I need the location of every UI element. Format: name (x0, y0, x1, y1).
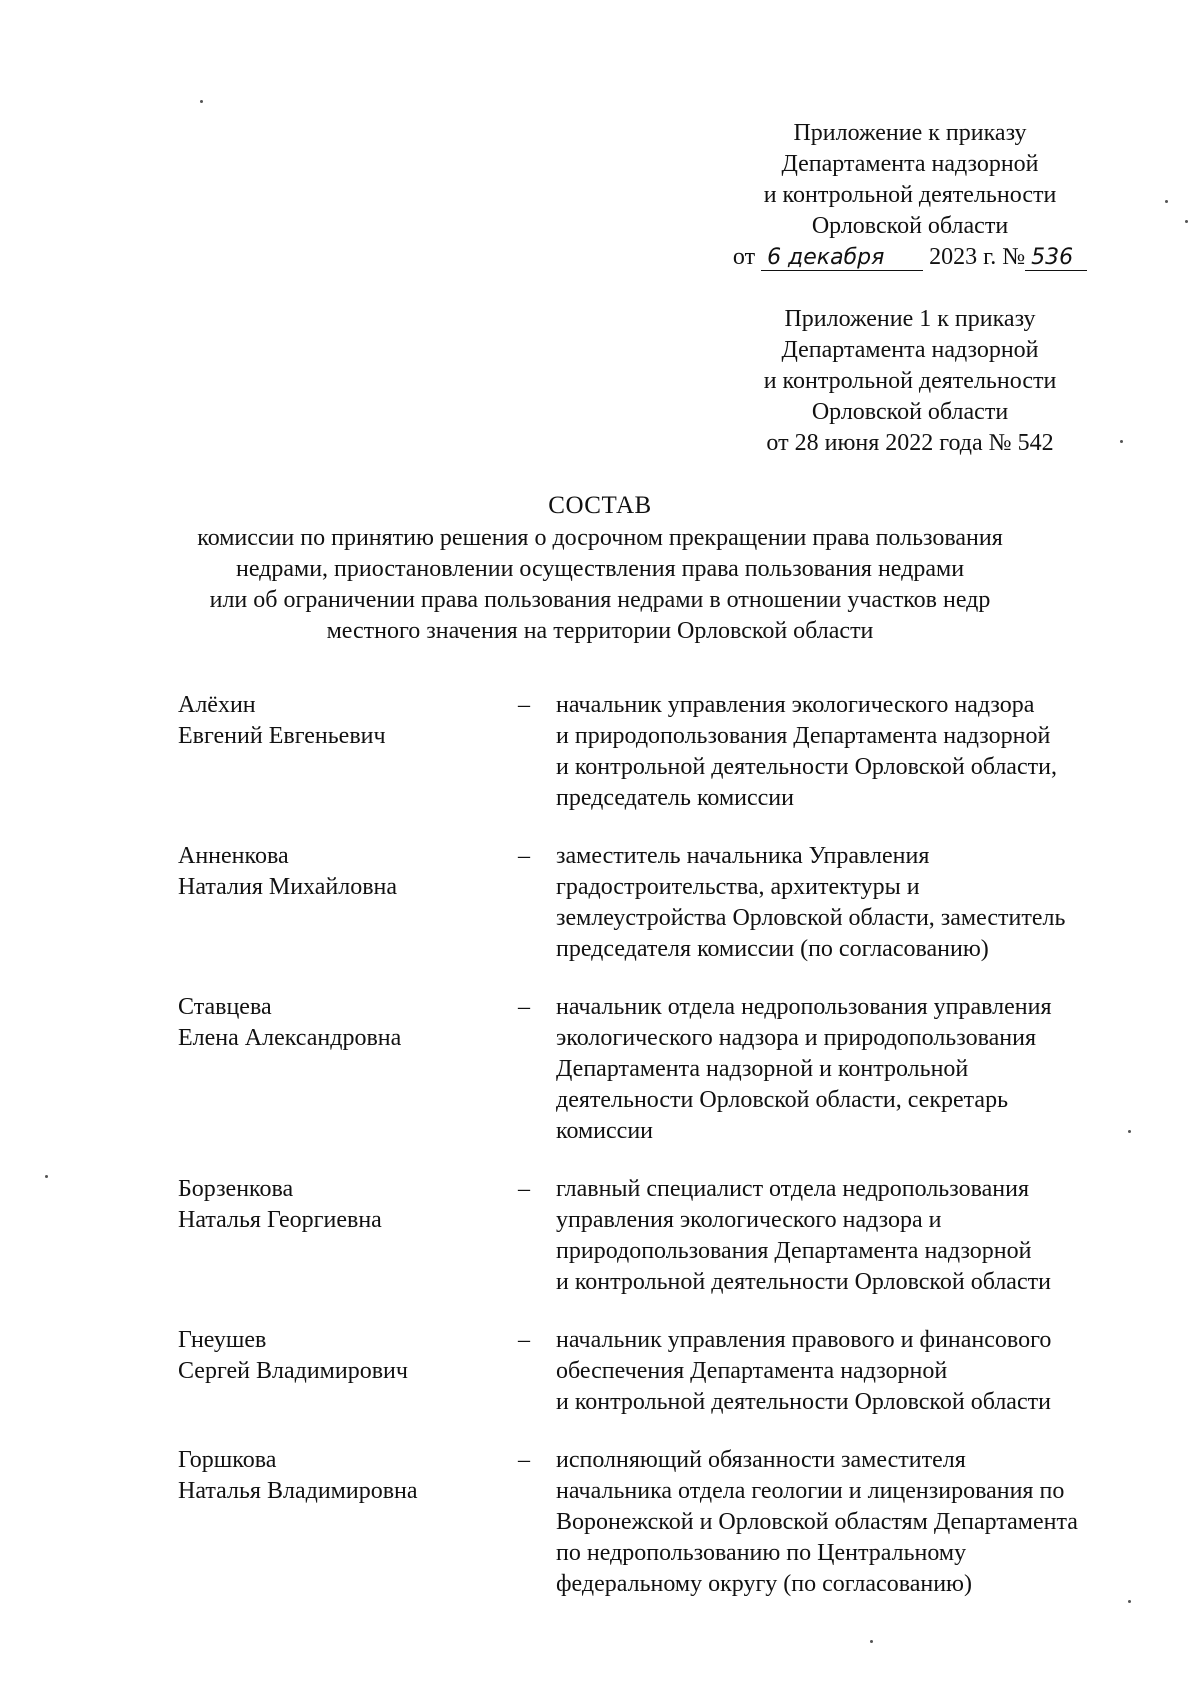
member-role: начальник управления экологического надзора и природопользования Департамента надзорной и контрольной деятельности Орловской области, председатель комиссии (556, 692, 1057, 811)
annex-date-line (700, 242, 1120, 273)
member-role: главный специалист отдела недропользования управления экологического надзора и природопользования Департамента надзорной и контрольной деятельности Орловской области (556, 1176, 1051, 1295)
member-name (178, 841, 518, 965)
annex-line: Департамента надзорной (781, 151, 1039, 177)
dash-separator: – (518, 994, 530, 1020)
member-surname: Ставцева (178, 994, 272, 1020)
scan-speck (200, 100, 203, 103)
document-subtitle-line: местного значения на территории Орловской области (326, 618, 874, 644)
member-surname: Борзенкова (178, 1176, 294, 1202)
member-given-names: Евгений Евгеньевич (178, 723, 386, 749)
annex-line: Департамента надзорной (781, 337, 1039, 363)
dash-separator: – (518, 1176, 530, 1202)
member-role: начальник отдела недропользования управления экологического надзора и природопользования Департамента надзорной и контрольной деятельности Орловской области, секретарь комиссии (556, 994, 1052, 1144)
annex-line: Орловской области (811, 399, 1009, 425)
year-suffix: 2023 г. № (929, 244, 1026, 270)
member-surname: Горшкова (178, 1447, 277, 1473)
document-heading (150, 490, 1050, 647)
member-given-names: Елена Александровна (178, 1025, 402, 1051)
annex-current (700, 118, 1120, 273)
document-subtitle-line: недрами, приостановлении осуществления права пользования недрами (235, 556, 965, 582)
scan-speck (1128, 1130, 1131, 1133)
member-role: исполняющий обязанности заместителя начальника отдела геологии и лицензирования по Воронежской и Орловской областям Департамента по недропользованию по Центральному федеральному округу (по согласованию) (556, 1447, 1078, 1597)
member-entry (178, 690, 1158, 814)
handwritten-number: 536 (1025, 246, 1087, 271)
member-name (178, 690, 518, 814)
member-entry (178, 841, 1158, 965)
member-given-names: Сергей Владимирович (178, 1358, 408, 1384)
annex-line: и контрольной деятельности (763, 182, 1057, 208)
member-surname: Анненкова (178, 843, 289, 869)
scan-speck (1128, 1600, 1131, 1603)
scan-speck (1165, 200, 1168, 203)
annex-original (700, 304, 1120, 459)
member-surname: Гнеушев (178, 1327, 267, 1353)
member-surname: Алёхин (178, 692, 256, 718)
scan-speck (45, 1175, 48, 1178)
member-entry (178, 1325, 1158, 1418)
member-name (178, 1445, 518, 1600)
member-given-names: Наталья Георгиевна (178, 1207, 382, 1233)
member-role: заместитель начальника Управления градостроительства, архитектуры и землеустройства Орловской области, заместитель председателя комиссии (по согласованию) (556, 843, 1066, 962)
member-given-names: Наталья Владимировна (178, 1478, 418, 1504)
member-entry (178, 992, 1158, 1147)
dash-separator: – (518, 843, 530, 869)
document-subtitle-line: или об ограничении права пользования недрами в отношении участков недр (209, 587, 991, 613)
annex-line: и контрольной деятельности (763, 368, 1057, 394)
annex-line: Орловской области (811, 213, 1009, 239)
member-entry (178, 1174, 1158, 1298)
dash-separator: – (518, 1447, 530, 1473)
annex-line: от 28 июня 2022 года № 542 (766, 430, 1054, 456)
scan-speck (1185, 220, 1188, 223)
scan-speck (1120, 440, 1123, 443)
document-title: СОСТАВ (548, 492, 652, 519)
dash-separator: – (518, 692, 530, 718)
annex-line: Приложение к приказу (793, 120, 1027, 146)
commission-members-list (178, 690, 1158, 1627)
member-role: начальник управления правового и финансового обеспечения Департамента надзорной и контрольной деятельности Орловской области (556, 1327, 1052, 1415)
member-entry (178, 1445, 1158, 1600)
annex-line: Приложение 1 к приказу (784, 306, 1036, 332)
member-name (178, 992, 518, 1147)
dash-separator: – (518, 1327, 530, 1353)
member-name (178, 1174, 518, 1298)
handwritten-date: 6 декабря (761, 246, 923, 271)
date-prefix: от (732, 244, 756, 270)
member-name (178, 1325, 518, 1418)
scan-speck (870, 1640, 873, 1643)
document-subtitle-line: комиссии по принятию решения о досрочном прекращении права пользования (197, 525, 1003, 551)
member-given-names: Наталия Михайловна (178, 874, 398, 900)
